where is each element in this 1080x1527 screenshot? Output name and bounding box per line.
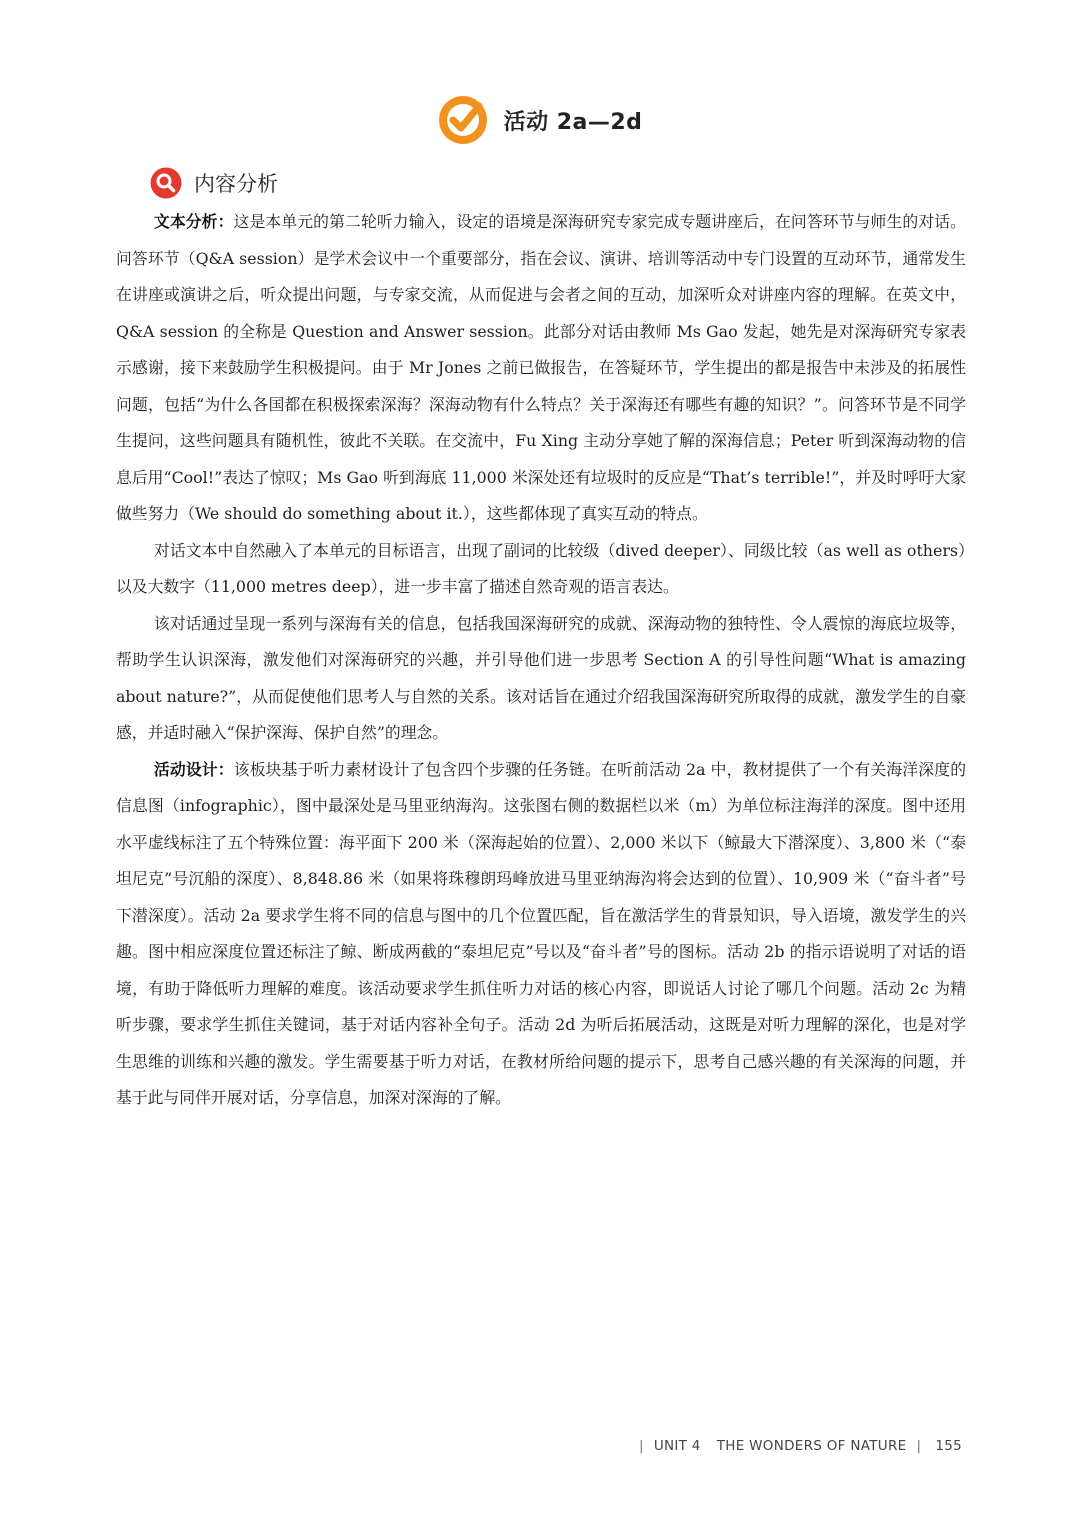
footer-unit: UNIT 4 <box>653 1438 701 1454</box>
activity-header <box>0 92 1080 148</box>
paragraph-text-analysis <box>116 204 966 533</box>
paragraph-lead: 文本分析： <box>153 212 234 231</box>
checkmark-badge-icon <box>438 95 488 145</box>
paragraph-body: 这是本单元的第二轮听力输入，设定的语境是深海研究专家完成专题讲座后，在问答环节与师生的对话。问答环节（Q&A session）是学术会议中一个重要部分，指在会议、演讲、培训等活动中专门设置的互动环节，通常发生在讲座或演讲之后，听众提出问题，与专家交流，从而促进与会者之间的互动，加深听众对讲座内容的理解。在英文中，Q&A session 的全称是 Question and Answer session。此部分对话由教师 Ms Gao 发起，她先是对深海研究专家表示感谢，接下来鼓励学生积极提问。由于 Mr Jones 之前已做报告，在答疑环节，学生提出的都是报告中未涉及的拓展性问题，包括“为什么各国都在积极探索深海？深海动物有什么特点？关于深海还有哪些有趣的知识？”。问答环节是不同学生提问，这些问题具有随机性，彼此不关联。在交流中，Fu Xing 主动分享她了解的深海信息；Peter 听到深海动物的信息后用“Cool!”表达了惊叹；Ms Gao 听到海底 11,000 米深处还有垃圾时的反应是“That’s terrible!”，并及时呼吁大家做些努力（We should do something about it.），这些都体现了真实互动的特点。 <box>116 212 966 523</box>
footer-divider: | <box>916 1438 922 1454</box>
body-text <box>116 204 966 1117</box>
section-title: 内容分析 <box>194 172 278 196</box>
paragraph-body: 该对话通过呈现一系列与深海有关的信息，包括我国深海研究的成就、深海动物的独特性、令人震惊的海底垃圾等，帮助学生认识深海，激发他们对深海研究的兴趣，并引导他们进一步思考 Section A 的引导性问题“What is amazing about nature?”，从而促使他们思考人与自然的关系。该对话旨在通过介绍我国深海研究所取得的成就，激发学生的自豪感，并适时融入“保护深海、保护自然”的理念。 <box>116 613 966 742</box>
paragraph-activity-design <box>116 752 966 1117</box>
page-footer <box>629 1438 962 1454</box>
footer-unit-title: THE WONDERS OF NATURE <box>716 1438 907 1454</box>
activity-title: 活动 2a—2d <box>503 109 643 135</box>
magnifier-badge-icon <box>150 167 182 199</box>
paragraph-lead: 活动设计： <box>153 759 234 779</box>
section-header <box>150 166 278 200</box>
paragraph-body: 对话文本中自然融入了本单元的目标语言，出现了副词的比较级（dived deeper）、同级比较（as well as others）以及大数字（11,000 metres deep），进一步丰富了描述自然奇观的语言表达。 <box>116 540 966 596</box>
page-number: 155 <box>935 1438 962 1454</box>
paragraph-body: 该板块基于听力素材设计了包含四个步骤的任务链。在听前活动 2a 中，教材提供了一个有关海洋深度的信息图（infographic），图中最深处是马里亚纳海沟。这张图右侧的数据栏以米（m）为单位标注海洋的深度。图中还用水平虚线标注了五个特殊位置：海平面下 200 米（深海起始的位置）、2,000 米以下（鲸最大下潜深度）、3,800 米（“泰坦尼克”号沉船的深度）、8,848.86 米（如果将珠穆朗玛峰放进马里亚纳海沟将会达到的位置）、10,909 米（“奋斗者”号下潜深度）。活动 2a 要求学生将不同的信息与图中的几个位置匹配，旨在激活学生的背景知识，导入语境，激发学生的兴趣。图中相应深度位置还标注了鲸、断成两截的“泰坦尼克”号以及“奋斗者”号的图标。活动 2b 的指示语说明了对话的语境，有助于降低听力理解的难度。该活动要求学生抓住听力对话的核心内容，即说话人讨论了哪几个问题。活动 2c 为精听步骤，要求学生抓住关键词，基于对话内容补全句子。活动 2d 为听后拓展活动，这既是对听力理解的深化，也是对学生思维的训练和兴趣的激发。学生需要基于听力对话，在教材所给问题的提示下，思考自己感兴趣的有关深海的问题，并基于此与同伴开展对话，分享信息，加深对深海的了解。 <box>116 759 966 1107</box>
footer-divider: | <box>638 1438 644 1454</box>
paragraph-deep-sea-info <box>116 606 966 752</box>
paragraph-target-language <box>116 533 966 606</box>
